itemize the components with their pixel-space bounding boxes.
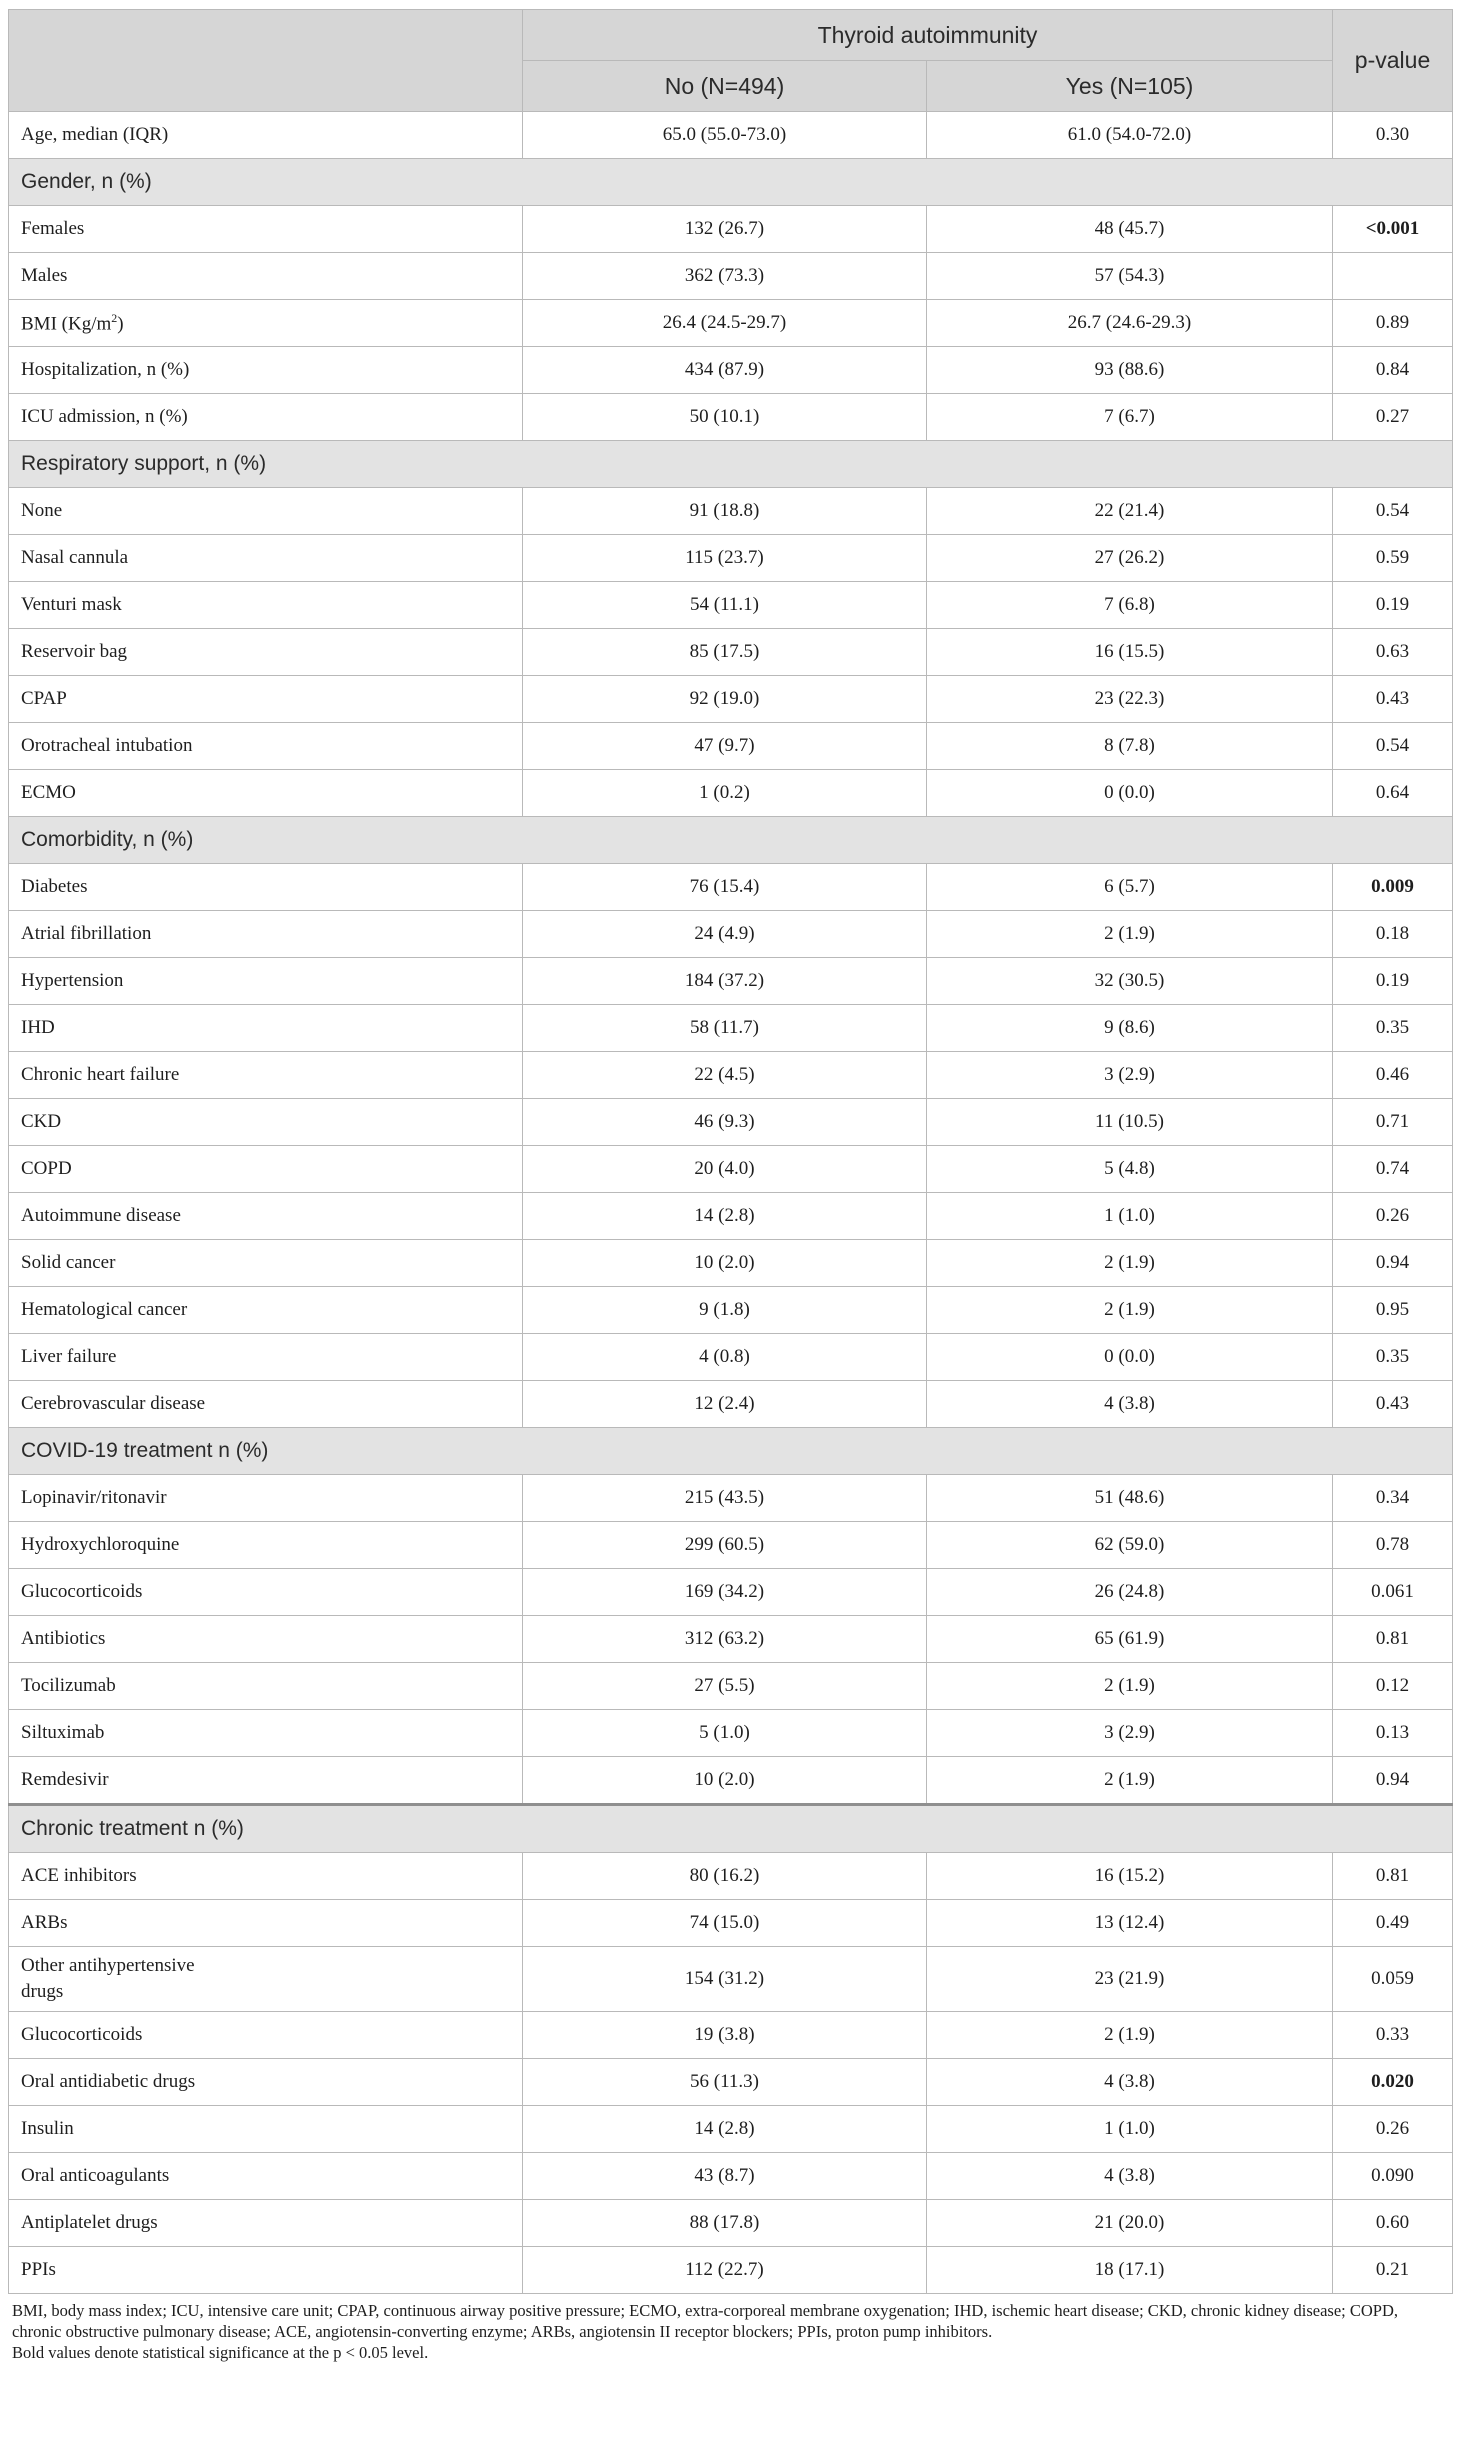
row-label: ARBs bbox=[9, 1900, 523, 1947]
table-row bbox=[9, 1099, 1453, 1146]
yes-value: 0 (0.0) bbox=[927, 770, 1333, 817]
table-row bbox=[9, 2153, 1453, 2200]
row-label-superscript: 2 bbox=[111, 310, 118, 325]
p-value: 0.19 bbox=[1333, 582, 1453, 629]
table-row bbox=[9, 347, 1453, 394]
p-value: 0.84 bbox=[1333, 347, 1453, 394]
row-label bbox=[9, 300, 523, 347]
table-footnote bbox=[8, 2294, 1452, 2363]
row-label: Females bbox=[9, 206, 523, 253]
yes-value: 32 (30.5) bbox=[927, 958, 1333, 1005]
no-value: 46 (9.3) bbox=[523, 1099, 927, 1146]
row-label: Oral antidiabetic drugs bbox=[9, 2059, 523, 2106]
row-label: Tocilizumab bbox=[9, 1663, 523, 1710]
yes-value: 2 (1.9) bbox=[927, 1287, 1333, 1334]
row-label: Diabetes bbox=[9, 864, 523, 911]
table-row bbox=[9, 253, 1453, 300]
footnote-abbreviations: BMI, body mass index; ICU, intensive care unit; CPAP, continuous airway positive pressure; ECMO, extra-corporeal membrane oxygenation; IHD, ischemic heart disease; CKD, chronic kidney disease; COPD, chronic obstructive pulmonary disease; ACE, angiotensin-converting enzyme; ARBs, angiotensin II receptor blockers; PPIs, proton pump inhibitors. bbox=[12, 2301, 1399, 2341]
table-row bbox=[9, 1005, 1453, 1052]
row-label: Hospitalization, n (%) bbox=[9, 347, 523, 394]
yes-value: 7 (6.7) bbox=[927, 394, 1333, 441]
row-label: Antiplatelet drugs bbox=[9, 2200, 523, 2247]
row-label: COPD bbox=[9, 1146, 523, 1193]
row-label: ACE inhibitors bbox=[9, 1853, 523, 1900]
section-heading: Respiratory support, n (%) bbox=[9, 441, 1453, 488]
header-p-value: p-value bbox=[1333, 10, 1453, 112]
no-value: 85 (17.5) bbox=[523, 629, 927, 676]
no-value: 27 (5.5) bbox=[523, 1663, 927, 1710]
no-value: 434 (87.9) bbox=[523, 347, 927, 394]
no-value: 58 (11.7) bbox=[523, 1005, 927, 1052]
row-label: Hydroxychloroquine bbox=[9, 1522, 523, 1569]
row-label: Age, median (IQR) bbox=[9, 112, 523, 159]
no-value: 54 (11.1) bbox=[523, 582, 927, 629]
no-value: 312 (63.2) bbox=[523, 1616, 927, 1663]
p-value: 0.59 bbox=[1333, 535, 1453, 582]
p-value: 0.81 bbox=[1333, 1616, 1453, 1663]
p-value: 0.89 bbox=[1333, 300, 1453, 347]
yes-value: 23 (21.9) bbox=[927, 1947, 1333, 2012]
table-row bbox=[9, 1381, 1453, 1428]
no-value: 91 (18.8) bbox=[523, 488, 927, 535]
p-value: 0.27 bbox=[1333, 394, 1453, 441]
p-value: 0.94 bbox=[1333, 1757, 1453, 1805]
row-label: Autoimmune disease bbox=[9, 1193, 523, 1240]
section-row bbox=[9, 1428, 1453, 1475]
row-label: Chronic heart failure bbox=[9, 1052, 523, 1099]
yes-value: 2 (1.9) bbox=[927, 1757, 1333, 1805]
table-row bbox=[9, 488, 1453, 535]
section-row bbox=[9, 1805, 1453, 1853]
no-value: 50 (10.1) bbox=[523, 394, 927, 441]
no-value: 74 (15.0) bbox=[523, 1900, 927, 1947]
row-label: Venturi mask bbox=[9, 582, 523, 629]
section-heading: Chronic treatment n (%) bbox=[9, 1805, 1453, 1853]
p-value: 0.020 bbox=[1333, 2059, 1453, 2106]
p-value: 0.64 bbox=[1333, 770, 1453, 817]
table-row bbox=[9, 582, 1453, 629]
no-value: 154 (31.2) bbox=[523, 1947, 927, 2012]
row-label: Hypertension bbox=[9, 958, 523, 1005]
table-body bbox=[9, 112, 1453, 2294]
yes-value: 21 (20.0) bbox=[927, 2200, 1333, 2247]
table-row bbox=[9, 2059, 1453, 2106]
table-container bbox=[8, 9, 1452, 2363]
table-header bbox=[9, 10, 1453, 112]
no-value: 299 (60.5) bbox=[523, 1522, 927, 1569]
yes-value: 57 (54.3) bbox=[927, 253, 1333, 300]
yes-value: 2 (1.9) bbox=[927, 1240, 1333, 1287]
row-label: CPAP bbox=[9, 676, 523, 723]
yes-value: 27 (26.2) bbox=[927, 535, 1333, 582]
section-heading: COVID-19 treatment n (%) bbox=[9, 1428, 1453, 1475]
header-yes-column: Yes (N=105) bbox=[927, 61, 1333, 112]
row-label: ECMO bbox=[9, 770, 523, 817]
table-row bbox=[9, 770, 1453, 817]
yes-value: 4 (3.8) bbox=[927, 1381, 1333, 1428]
no-value: 115 (23.7) bbox=[523, 535, 927, 582]
table-row bbox=[9, 958, 1453, 1005]
p-value: 0.059 bbox=[1333, 1947, 1453, 2012]
p-value: 0.19 bbox=[1333, 958, 1453, 1005]
table-row bbox=[9, 1710, 1453, 1757]
table-row bbox=[9, 1947, 1453, 2012]
no-value: 88 (17.8) bbox=[523, 2200, 927, 2247]
table-row bbox=[9, 629, 1453, 676]
yes-value: 4 (3.8) bbox=[927, 2153, 1333, 2200]
p-value: 0.78 bbox=[1333, 1522, 1453, 1569]
no-value: 80 (16.2) bbox=[523, 1853, 927, 1900]
no-value: 65.0 (55.0-73.0) bbox=[523, 112, 927, 159]
header-blank-cell bbox=[9, 10, 523, 112]
row-label: Glucocorticoids bbox=[9, 2012, 523, 2059]
table-row bbox=[9, 676, 1453, 723]
table-row bbox=[9, 2247, 1453, 2294]
p-value: 0.94 bbox=[1333, 1240, 1453, 1287]
table-row bbox=[9, 911, 1453, 958]
no-value: 19 (3.8) bbox=[523, 2012, 927, 2059]
row-label-end: ) bbox=[117, 313, 124, 335]
no-value: 1 (0.2) bbox=[523, 770, 927, 817]
no-value: 4 (0.8) bbox=[523, 1334, 927, 1381]
no-value: 10 (2.0) bbox=[523, 1757, 927, 1805]
no-value: 9 (1.8) bbox=[523, 1287, 927, 1334]
yes-value: 65 (61.9) bbox=[927, 1616, 1333, 1663]
no-value: 92 (19.0) bbox=[523, 676, 927, 723]
row-label: ICU admission, n (%) bbox=[9, 394, 523, 441]
no-value: 14 (2.8) bbox=[523, 2106, 927, 2153]
p-value: 0.43 bbox=[1333, 676, 1453, 723]
yes-value: 3 (2.9) bbox=[927, 1710, 1333, 1757]
no-value: 215 (43.5) bbox=[523, 1475, 927, 1522]
row-label: CKD bbox=[9, 1099, 523, 1146]
table-row bbox=[9, 2012, 1453, 2059]
p-value: 0.30 bbox=[1333, 112, 1453, 159]
yes-value: 4 (3.8) bbox=[927, 2059, 1333, 2106]
yes-value: 26.7 (24.6-29.3) bbox=[927, 300, 1333, 347]
table-row bbox=[9, 864, 1453, 911]
p-value: 0.21 bbox=[1333, 2247, 1453, 2294]
footnote-bold-note: Bold values denote statistical significance at the p < 0.05 level. bbox=[12, 2343, 429, 2362]
no-value: 76 (15.4) bbox=[523, 864, 927, 911]
yes-value: 13 (12.4) bbox=[927, 1900, 1333, 1947]
p-value: 0.43 bbox=[1333, 1381, 1453, 1428]
p-value: 0.18 bbox=[1333, 911, 1453, 958]
no-value: 184 (37.2) bbox=[523, 958, 927, 1005]
p-value: 0.35 bbox=[1333, 1005, 1453, 1052]
yes-value: 1 (1.0) bbox=[927, 1193, 1333, 1240]
section-heading: Gender, n (%) bbox=[9, 159, 1453, 206]
p-value: 0.60 bbox=[1333, 2200, 1453, 2247]
no-value: 20 (4.0) bbox=[523, 1146, 927, 1193]
p-value: 0.63 bbox=[1333, 629, 1453, 676]
table-row bbox=[9, 1853, 1453, 1900]
table-row bbox=[9, 300, 1453, 347]
p-value: 0.95 bbox=[1333, 1287, 1453, 1334]
row-label: PPIs bbox=[9, 2247, 523, 2294]
p-value: 0.061 bbox=[1333, 1569, 1453, 1616]
p-value: 0.009 bbox=[1333, 864, 1453, 911]
p-value: 0.54 bbox=[1333, 723, 1453, 770]
yes-value: 16 (15.2) bbox=[927, 1853, 1333, 1900]
header-no-column: No (N=494) bbox=[523, 61, 927, 112]
row-label: None bbox=[9, 488, 523, 535]
row-label: Oral anticoagulants bbox=[9, 2153, 523, 2200]
row-label: Reservoir bag bbox=[9, 629, 523, 676]
row-label bbox=[9, 1947, 523, 2012]
yes-value: 93 (88.6) bbox=[927, 347, 1333, 394]
section-row bbox=[9, 817, 1453, 864]
row-label-line: drugs bbox=[21, 1981, 64, 2002]
no-value: 10 (2.0) bbox=[523, 1240, 927, 1287]
table-row bbox=[9, 1052, 1453, 1099]
row-label: Orotracheal intubation bbox=[9, 723, 523, 770]
row-label: Antibiotics bbox=[9, 1616, 523, 1663]
table-row bbox=[9, 1334, 1453, 1381]
p-value: <0.001 bbox=[1333, 206, 1453, 253]
no-value: 132 (26.7) bbox=[523, 206, 927, 253]
yes-value: 51 (48.6) bbox=[927, 1475, 1333, 1522]
table-row bbox=[9, 1193, 1453, 1240]
yes-value: 5 (4.8) bbox=[927, 1146, 1333, 1193]
yes-value: 16 (15.5) bbox=[927, 629, 1333, 676]
table-row bbox=[9, 1287, 1453, 1334]
p-value: 0.81 bbox=[1333, 1853, 1453, 1900]
yes-value: 62 (59.0) bbox=[927, 1522, 1333, 1569]
table-row bbox=[9, 2200, 1453, 2247]
p-value: 0.35 bbox=[1333, 1334, 1453, 1381]
table-row bbox=[9, 535, 1453, 582]
yes-value: 48 (45.7) bbox=[927, 206, 1333, 253]
no-value: 22 (4.5) bbox=[523, 1052, 927, 1099]
p-value: 0.33 bbox=[1333, 2012, 1453, 2059]
table-row bbox=[9, 394, 1453, 441]
yes-value: 1 (1.0) bbox=[927, 2106, 1333, 2153]
row-label: Glucocorticoids bbox=[9, 1569, 523, 1616]
row-label: IHD bbox=[9, 1005, 523, 1052]
data-table bbox=[8, 9, 1453, 2294]
no-value: 56 (11.3) bbox=[523, 2059, 927, 2106]
table-row bbox=[9, 1522, 1453, 1569]
yes-value: 6 (5.7) bbox=[927, 864, 1333, 911]
table-row bbox=[9, 723, 1453, 770]
row-label: Hematological cancer bbox=[9, 1287, 523, 1334]
table-row bbox=[9, 112, 1453, 159]
yes-value: 2 (1.9) bbox=[927, 2012, 1333, 2059]
no-value: 47 (9.7) bbox=[523, 723, 927, 770]
row-label: Lopinavir/ritonavir bbox=[9, 1475, 523, 1522]
yes-value: 2 (1.9) bbox=[927, 1663, 1333, 1710]
p-value: 0.74 bbox=[1333, 1146, 1453, 1193]
row-label: Solid cancer bbox=[9, 1240, 523, 1287]
table-row bbox=[9, 1900, 1453, 1947]
table-row bbox=[9, 1616, 1453, 1663]
yes-value: 22 (21.4) bbox=[927, 488, 1333, 535]
table-row bbox=[9, 206, 1453, 253]
row-label: Males bbox=[9, 253, 523, 300]
table-row bbox=[9, 1569, 1453, 1616]
row-label: Siltuximab bbox=[9, 1710, 523, 1757]
p-value: 0.090 bbox=[1333, 2153, 1453, 2200]
p-value: 0.46 bbox=[1333, 1052, 1453, 1099]
row-label: Remdesivir bbox=[9, 1757, 523, 1805]
no-value: 43 (8.7) bbox=[523, 2153, 927, 2200]
p-value: 0.54 bbox=[1333, 488, 1453, 535]
yes-value: 18 (17.1) bbox=[927, 2247, 1333, 2294]
no-value: 362 (73.3) bbox=[523, 253, 927, 300]
yes-value: 3 (2.9) bbox=[927, 1052, 1333, 1099]
p-value: 0.34 bbox=[1333, 1475, 1453, 1522]
yes-value: 7 (6.8) bbox=[927, 582, 1333, 629]
p-value: 0.12 bbox=[1333, 1663, 1453, 1710]
yes-value: 0 (0.0) bbox=[927, 1334, 1333, 1381]
table-row bbox=[9, 1663, 1453, 1710]
header-group-label: Thyroid autoimmunity bbox=[523, 10, 1333, 61]
yes-value: 8 (7.8) bbox=[927, 723, 1333, 770]
section-row bbox=[9, 441, 1453, 488]
yes-value: 2 (1.9) bbox=[927, 911, 1333, 958]
no-value: 24 (4.9) bbox=[523, 911, 927, 958]
row-label: Atrial fibrillation bbox=[9, 911, 523, 958]
yes-value: 61.0 (54.0-72.0) bbox=[927, 112, 1333, 159]
section-heading: Comorbidity, n (%) bbox=[9, 817, 1453, 864]
no-value: 5 (1.0) bbox=[523, 1710, 927, 1757]
row-label-line: Other antihypertensive bbox=[21, 1955, 195, 1976]
p-value bbox=[1333, 253, 1453, 300]
row-label: Nasal cannula bbox=[9, 535, 523, 582]
yes-value: 9 (8.6) bbox=[927, 1005, 1333, 1052]
yes-value: 26 (24.8) bbox=[927, 1569, 1333, 1616]
table-row bbox=[9, 1146, 1453, 1193]
no-value: 26.4 (24.5-29.7) bbox=[523, 300, 927, 347]
p-value: 0.49 bbox=[1333, 1900, 1453, 1947]
table-row bbox=[9, 1240, 1453, 1287]
row-label: Cerebrovascular disease bbox=[9, 1381, 523, 1428]
table-row bbox=[9, 1475, 1453, 1522]
no-value: 169 (34.2) bbox=[523, 1569, 927, 1616]
no-value: 112 (22.7) bbox=[523, 2247, 927, 2294]
row-label: Insulin bbox=[9, 2106, 523, 2153]
p-value: 0.26 bbox=[1333, 1193, 1453, 1240]
p-value: 0.71 bbox=[1333, 1099, 1453, 1146]
no-value: 12 (2.4) bbox=[523, 1381, 927, 1428]
section-row bbox=[9, 159, 1453, 206]
p-value: 0.13 bbox=[1333, 1710, 1453, 1757]
row-label: Liver failure bbox=[9, 1334, 523, 1381]
yes-value: 11 (10.5) bbox=[927, 1099, 1333, 1146]
row-label-text: BMI (Kg/m bbox=[21, 313, 112, 335]
p-value: 0.26 bbox=[1333, 2106, 1453, 2153]
yes-value: 23 (22.3) bbox=[927, 676, 1333, 723]
table-row bbox=[9, 2106, 1453, 2153]
no-value: 14 (2.8) bbox=[523, 1193, 927, 1240]
table-row bbox=[9, 1757, 1453, 1805]
